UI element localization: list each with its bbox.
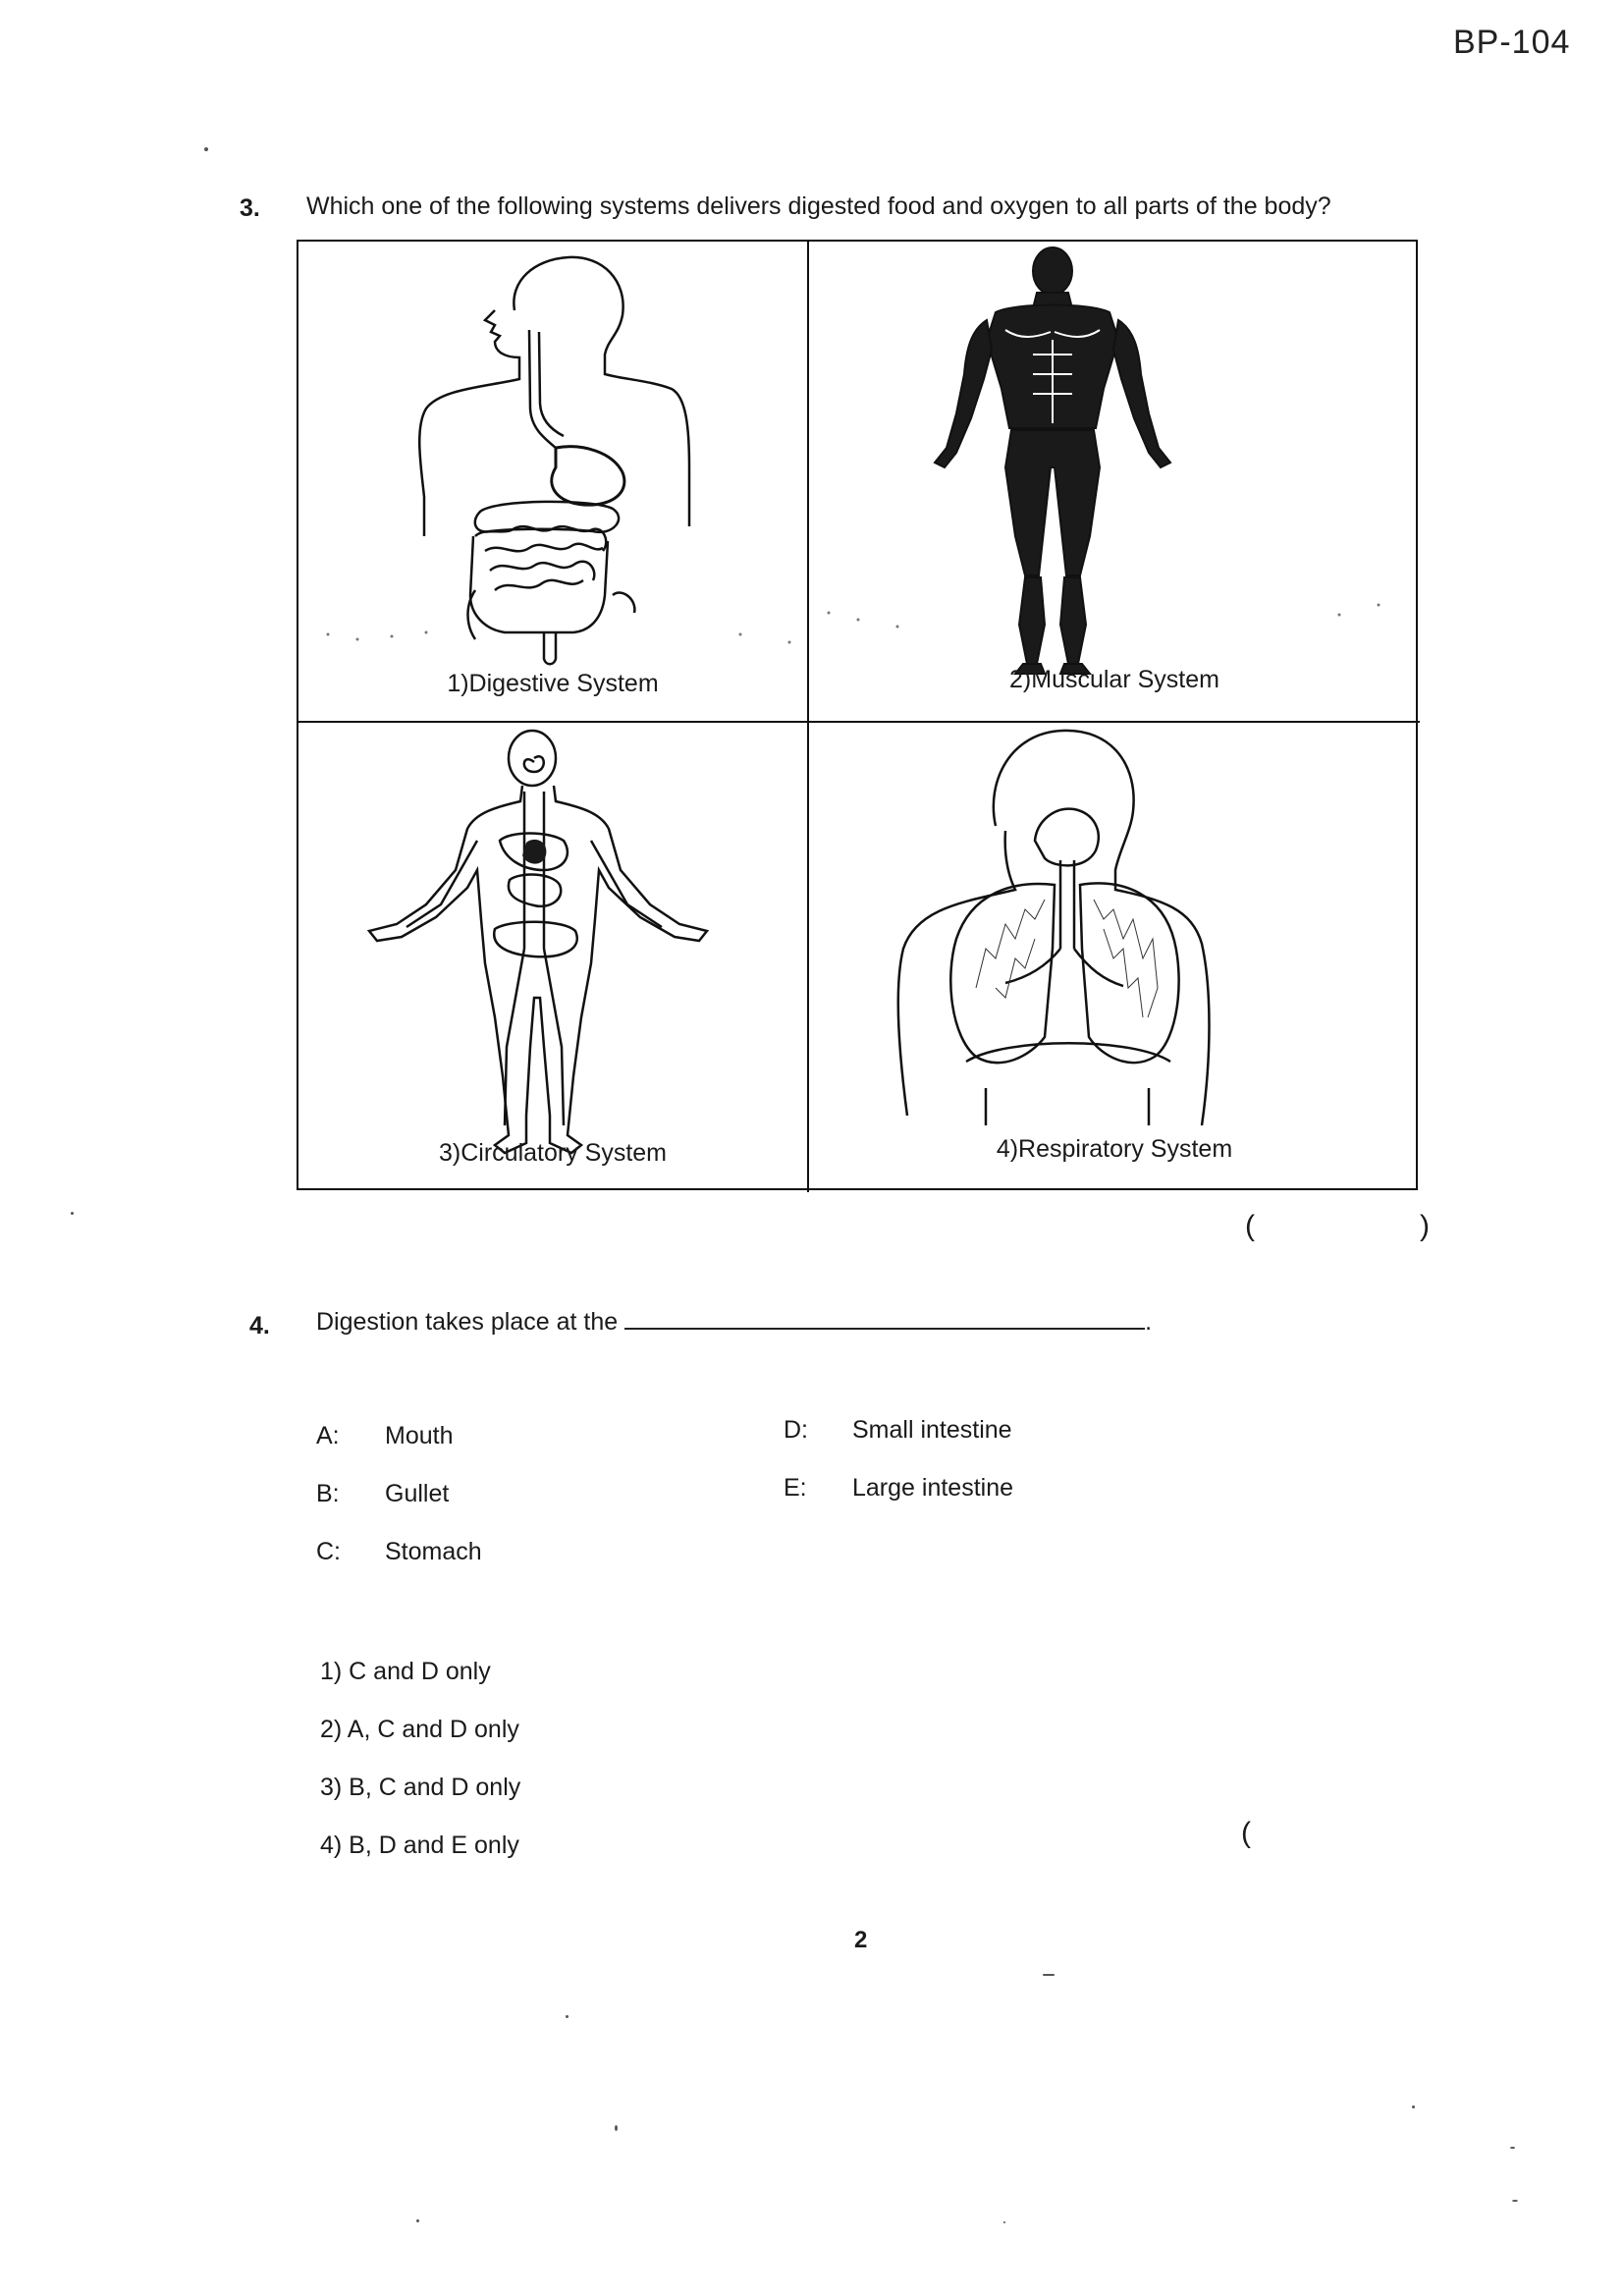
scan-speck bbox=[566, 2015, 568, 2018]
item-e-value: Large intestine bbox=[852, 1474, 1014, 1502]
scan-speck bbox=[1512, 2200, 1518, 2202]
question-3-answer-close: ) bbox=[1420, 1210, 1430, 1242]
item-b-key: B: bbox=[316, 1480, 340, 1507]
question-3-answer-open: ( bbox=[1245, 1210, 1255, 1242]
question-3-answer-box[interactable] bbox=[1267, 1210, 1414, 1245]
choice-1[interactable]: 1) C and D only bbox=[320, 1658, 491, 1685]
question-4-end: . bbox=[1145, 1308, 1153, 1336]
question-3-option-grid bbox=[297, 240, 1418, 1190]
scan-speck bbox=[1043, 1974, 1055, 1976]
digestive-system-icon bbox=[298, 242, 809, 723]
respiratory-system-icon bbox=[809, 723, 1420, 1192]
scan-speck bbox=[615, 2125, 618, 2131]
question-4-number: 4. bbox=[249, 1312, 270, 1339]
item-d-key: D: bbox=[784, 1416, 808, 1444]
question-4-answer-box[interactable] bbox=[1263, 1817, 1410, 1852]
circulatory-system-icon bbox=[298, 723, 809, 1192]
question-4-blank[interactable] bbox=[624, 1322, 1145, 1330]
page-number: 2 bbox=[854, 1927, 868, 1953]
option-3-label: 3)Circulatory System bbox=[439, 1139, 667, 1167]
question-4-prompt: Digestion takes place at the bbox=[316, 1308, 619, 1336]
question-3-text: Which one of the following systems delivers digested food and oxygen to all parts of the body? bbox=[306, 192, 1331, 220]
choice-4[interactable]: 4) B, D and E only bbox=[320, 1831, 519, 1859]
item-a-value: Mouth bbox=[385, 1422, 454, 1449]
question-3-number: 3. bbox=[240, 194, 260, 222]
choice-2[interactable]: 2) A, C and D only bbox=[320, 1716, 519, 1743]
scan-speck bbox=[416, 2219, 419, 2222]
scan-speck bbox=[204, 147, 208, 151]
option-respiratory-cell[interactable] bbox=[809, 723, 1420, 1192]
scan-speck bbox=[1510, 2147, 1515, 2149]
option-digestive-cell[interactable] bbox=[298, 242, 809, 723]
scan-speck bbox=[1412, 2105, 1415, 2108]
item-a-key: A: bbox=[316, 1422, 340, 1449]
item-c-value: Stomach bbox=[385, 1538, 482, 1565]
choice-3[interactable]: 3) B, C and D only bbox=[320, 1774, 521, 1801]
option-circulatory-cell[interactable] bbox=[298, 723, 809, 1192]
scan-speck bbox=[71, 1212, 74, 1215]
option-4-label: 4)Respiratory System bbox=[996, 1135, 1233, 1163]
item-c-key: C: bbox=[316, 1538, 341, 1565]
paper-code: BP-104 bbox=[1453, 24, 1571, 61]
item-b-value: Gullet bbox=[385, 1480, 450, 1507]
item-d-value: Small intestine bbox=[852, 1416, 1012, 1444]
item-e-key: E: bbox=[784, 1474, 807, 1502]
muscular-system-icon bbox=[809, 242, 1420, 723]
option-2-label: 2)Muscular System bbox=[1009, 666, 1219, 693]
question-4-answer-open: ( bbox=[1241, 1817, 1251, 1849]
option-muscular-cell[interactable] bbox=[809, 242, 1420, 723]
question-4-text bbox=[316, 1308, 1152, 1337]
option-1-label: 1)Digestive System bbox=[447, 670, 659, 697]
scan-speck bbox=[1003, 2221, 1005, 2223]
